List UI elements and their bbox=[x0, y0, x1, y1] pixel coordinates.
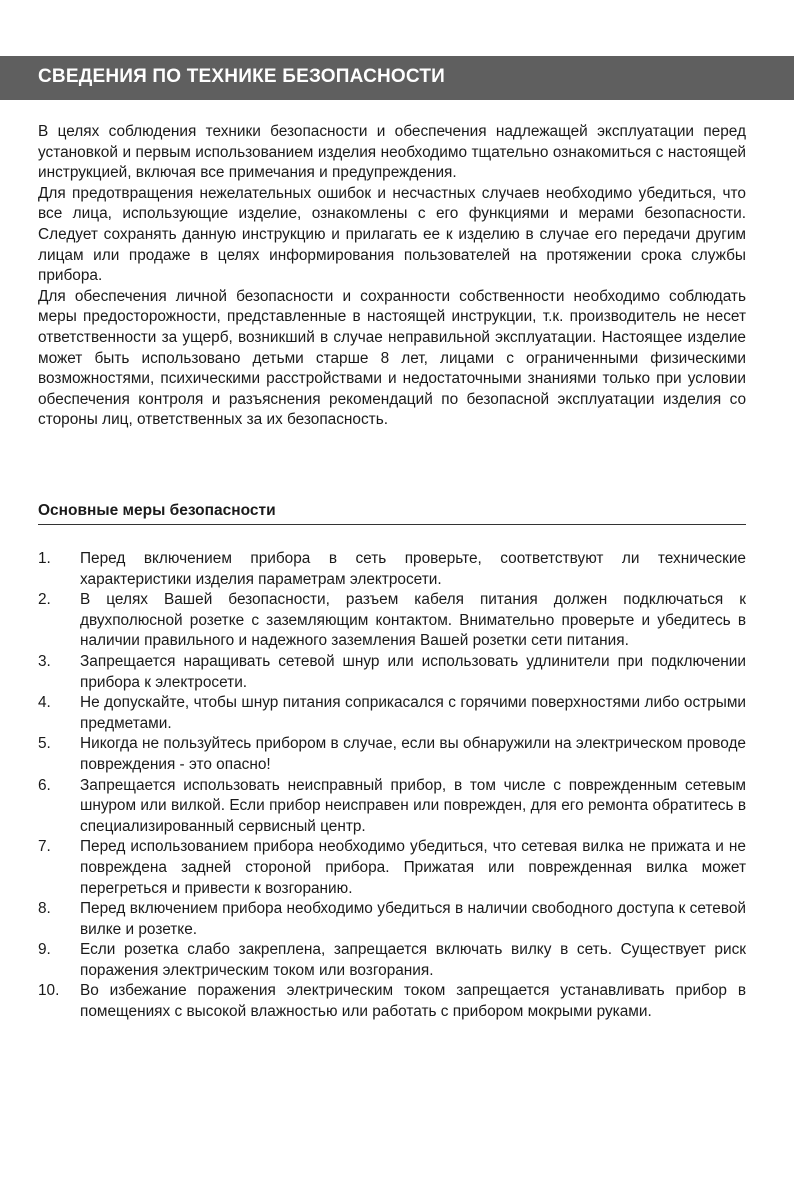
intro-paragraph: В целях соблюдения техники безопасности и обеспечения надлежащей эксплуатации перед установкой и первым использованием изделия необходимо тщательно ознакомиться с настоящей инструкцией, включая все примечания и предупреждения. bbox=[38, 123, 746, 182]
list-item-number: 10. bbox=[38, 982, 60, 1000]
list-item bbox=[38, 652, 746, 693]
list-item-text: Запрещается наращивать сетевой шнур или использовать удлинители при подключении прибора к электросети. bbox=[80, 652, 746, 691]
list-item-text: Не допускайте, чтобы шнур питания соприкасался с горячими поверхностями либо острыми предметами. bbox=[80, 694, 746, 732]
list-item bbox=[38, 776, 746, 838]
list-item-text: Запрещается использовать неисправный прибор, в том числе с поврежденным сетевым шнуром или вилкой. Если прибор неисправен или поврежден, для его ремонта обратитесь в специализированный сервисный центр. bbox=[80, 776, 746, 835]
list-item-number: 1. bbox=[38, 550, 51, 567]
intro-paragraph: Для предотвращения нежелательных ошибок и несчастных случаев необходимо убедиться, что все лица, использующие изделие, ознакомлены с его функциями и мерами безопасности. Следует сохранять данную инструкцию и прилагать ее к изделию в случае его передачи другим лицам или продаже в целях информирования пользователей на протяжении срока службы прибора. bbox=[38, 184, 746, 285]
list-item-text: Перед использованием прибора необходимо убедиться, что сетевая вилка не прижата и не повреждена задней стороной прибора. Прижатая или поврежденная вилка может перегреться и привести к возгоранию. bbox=[80, 838, 746, 897]
safety-rules-list bbox=[38, 549, 746, 1023]
list-item-number: 6. bbox=[38, 776, 51, 794]
list-item-number: 4. bbox=[38, 694, 51, 712]
section-title: Основные меры безопасности bbox=[38, 502, 276, 519]
list-item bbox=[38, 549, 746, 590]
intro-paragraph: Для обеспечения личной безопасности и сохранности собственности необходимо соблюдать меры предосторожности, представленные в настоящей инструкции, т.к. производитель не несет ответственности за ущерб, возникший в случае неправильной эксплуатации. Настоящее изделие может быть использовано детьми старше 8 лет, лицами с ограниченными физическими возможностями, психическими расстройствами и недостаточными знаниями только при условии обеспечения контроля и разъяснения рекомендаций по безопасной эксплуатации изделия со стороны лиц, ответственных за их безопасность. bbox=[38, 287, 746, 429]
list-item bbox=[38, 590, 746, 652]
list-item-number: 3. bbox=[38, 652, 51, 670]
list-item-text: В целях Вашей безопасности, разъем кабеля питания должен подключаться к двухполюсной розетке с заземляющим контактом. Внимательно проверьте и убедитесь в наличии правильного и надежного заземления Вашей розетки сети питания. bbox=[80, 591, 746, 650]
list-item bbox=[38, 899, 746, 940]
list-item-number: 8. bbox=[38, 900, 51, 918]
page-title: СВЕДЕНИЯ ПО ТЕХНИКЕ БЕЗОПАСНОСТИ bbox=[38, 66, 446, 87]
list-item bbox=[38, 837, 746, 899]
list-item-text: Перед включением прибора в сеть проверьте, соответствуют ли технические характеристики изделия параметрам электросети. bbox=[80, 550, 746, 588]
list-item bbox=[38, 940, 746, 981]
list-item-number: 5. bbox=[38, 735, 51, 753]
list-item-text: Во избежание поражения электрическим током запрещается устанавливать прибор в помещениях с высокой влажностью или работать с прибором мокрыми руками. bbox=[80, 982, 746, 1021]
list-item bbox=[38, 981, 746, 1022]
list-item bbox=[38, 693, 746, 734]
list-item-number: 2. bbox=[38, 591, 51, 609]
intro-text bbox=[38, 122, 746, 431]
list-item-text: Перед включением прибора необходимо убедиться в наличии свободного доступа к сетевой вилке и розетке. bbox=[80, 900, 746, 938]
list-item-number: 9. bbox=[38, 941, 51, 959]
list-item bbox=[38, 734, 746, 775]
list-item-text: Если розетка слабо закреплена, запрещается включать вилку в сеть. Существует риск поражения электрическим током или возгорания. bbox=[80, 941, 746, 979]
section-divider bbox=[38, 524, 746, 525]
list-item-number: 7. bbox=[38, 838, 51, 856]
list-item-text: Никогда не пользуйтесь прибором в случае, если вы обнаружили на электрическом проводе повреждения - это опасно! bbox=[80, 735, 746, 773]
